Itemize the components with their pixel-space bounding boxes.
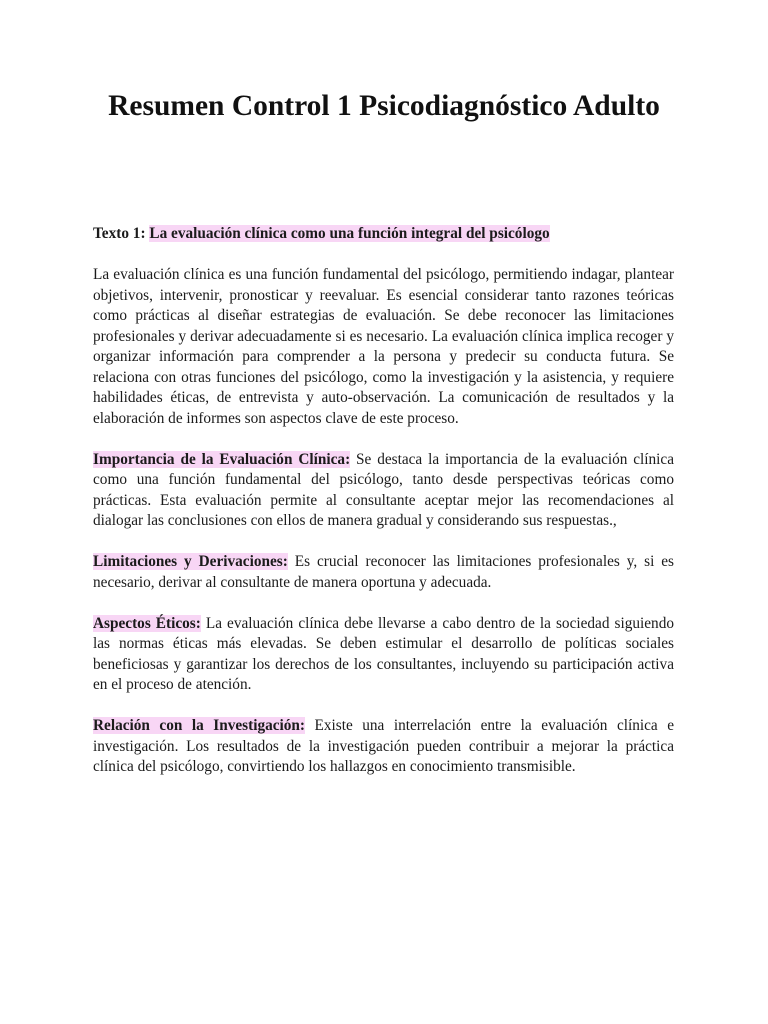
section-limitaciones — [93, 552, 674, 593]
text1-paragraph: La evaluación clínica es una función fundamental del psicólogo, permitiendo indagar, plantear objetivos, intervenir, pronosticar y reevaluar. Es esencial considerar tanto razones teóricas como prácticas al diseñar estrategias de evaluación. Se debe reconocer las limitaciones profesionales y derivar adecuadamente si es necesario. La evaluación clínica implica recoger y organizar información para comprender a la persona y predecir su conducta futura. Se relaciona con otras funciones del psicólogo, como la investigación y la asistencia, y requiere habilidades éticas, de entrevista y auto-observación. La comunicación de resultados y la elaboración de informes son aspectos clave de este proceso. — [93, 266, 674, 427]
text1-label: Texto 1: — [93, 225, 146, 242]
text1-heading: La evaluación clínica como una función integral del psicólogo — [149, 225, 550, 242]
text1-heading-line — [93, 224, 674, 245]
section-heading: Aspectos Éticos: — [93, 614, 201, 632]
section-investigacion — [93, 716, 674, 778]
section-heading: Importancia de la Evaluación Clínica: — [93, 450, 351, 468]
section-aspectos-eticos — [93, 614, 674, 696]
document-title: Resumen Control 1 Psicodiagnóstico Adulto — [108, 90, 660, 122]
section-heading: Relación con la Investigación: — [93, 717, 306, 734]
section-body: Es crucial reconocer las limitaciones profesionales y, si es necesario, derivar al consultante de manera oportuna y adecuada. — [93, 553, 674, 591]
section-importancia — [93, 450, 674, 532]
document-body — [93, 224, 674, 778]
section-body: La evaluación clínica debe llevarse a cabo dentro de la sociedad siguiendo las normas éticas más elevadas. Se deben estimular el desarrollo de políticas sociales beneficiosas y garantizar los derechos de los consultantes, incluyendo su participación activa en el proceso de atención. — [93, 614, 674, 693]
section-body: Se destaca la importancia de la evaluación clínica como una función fundamental del psicólogo, tanto desde perspectivas teóricas como prácticas. Esta evaluación permite al consultante aceptar mejor las recomendaciones al dialogar las conclusiones con ellos de manera gradual y considerando sus respuestas., — [93, 450, 674, 529]
section-body: Existe una interrelación entre la evaluación clínica e investigación. Los resultados de la investigación pueden contribuir a mejorar la práctica clínica del psicólogo, convirtiendo los hallazgos en conocimiento transmisible. — [93, 717, 674, 775]
section-heading: Limitaciones y Derivaciones: — [93, 553, 288, 570]
